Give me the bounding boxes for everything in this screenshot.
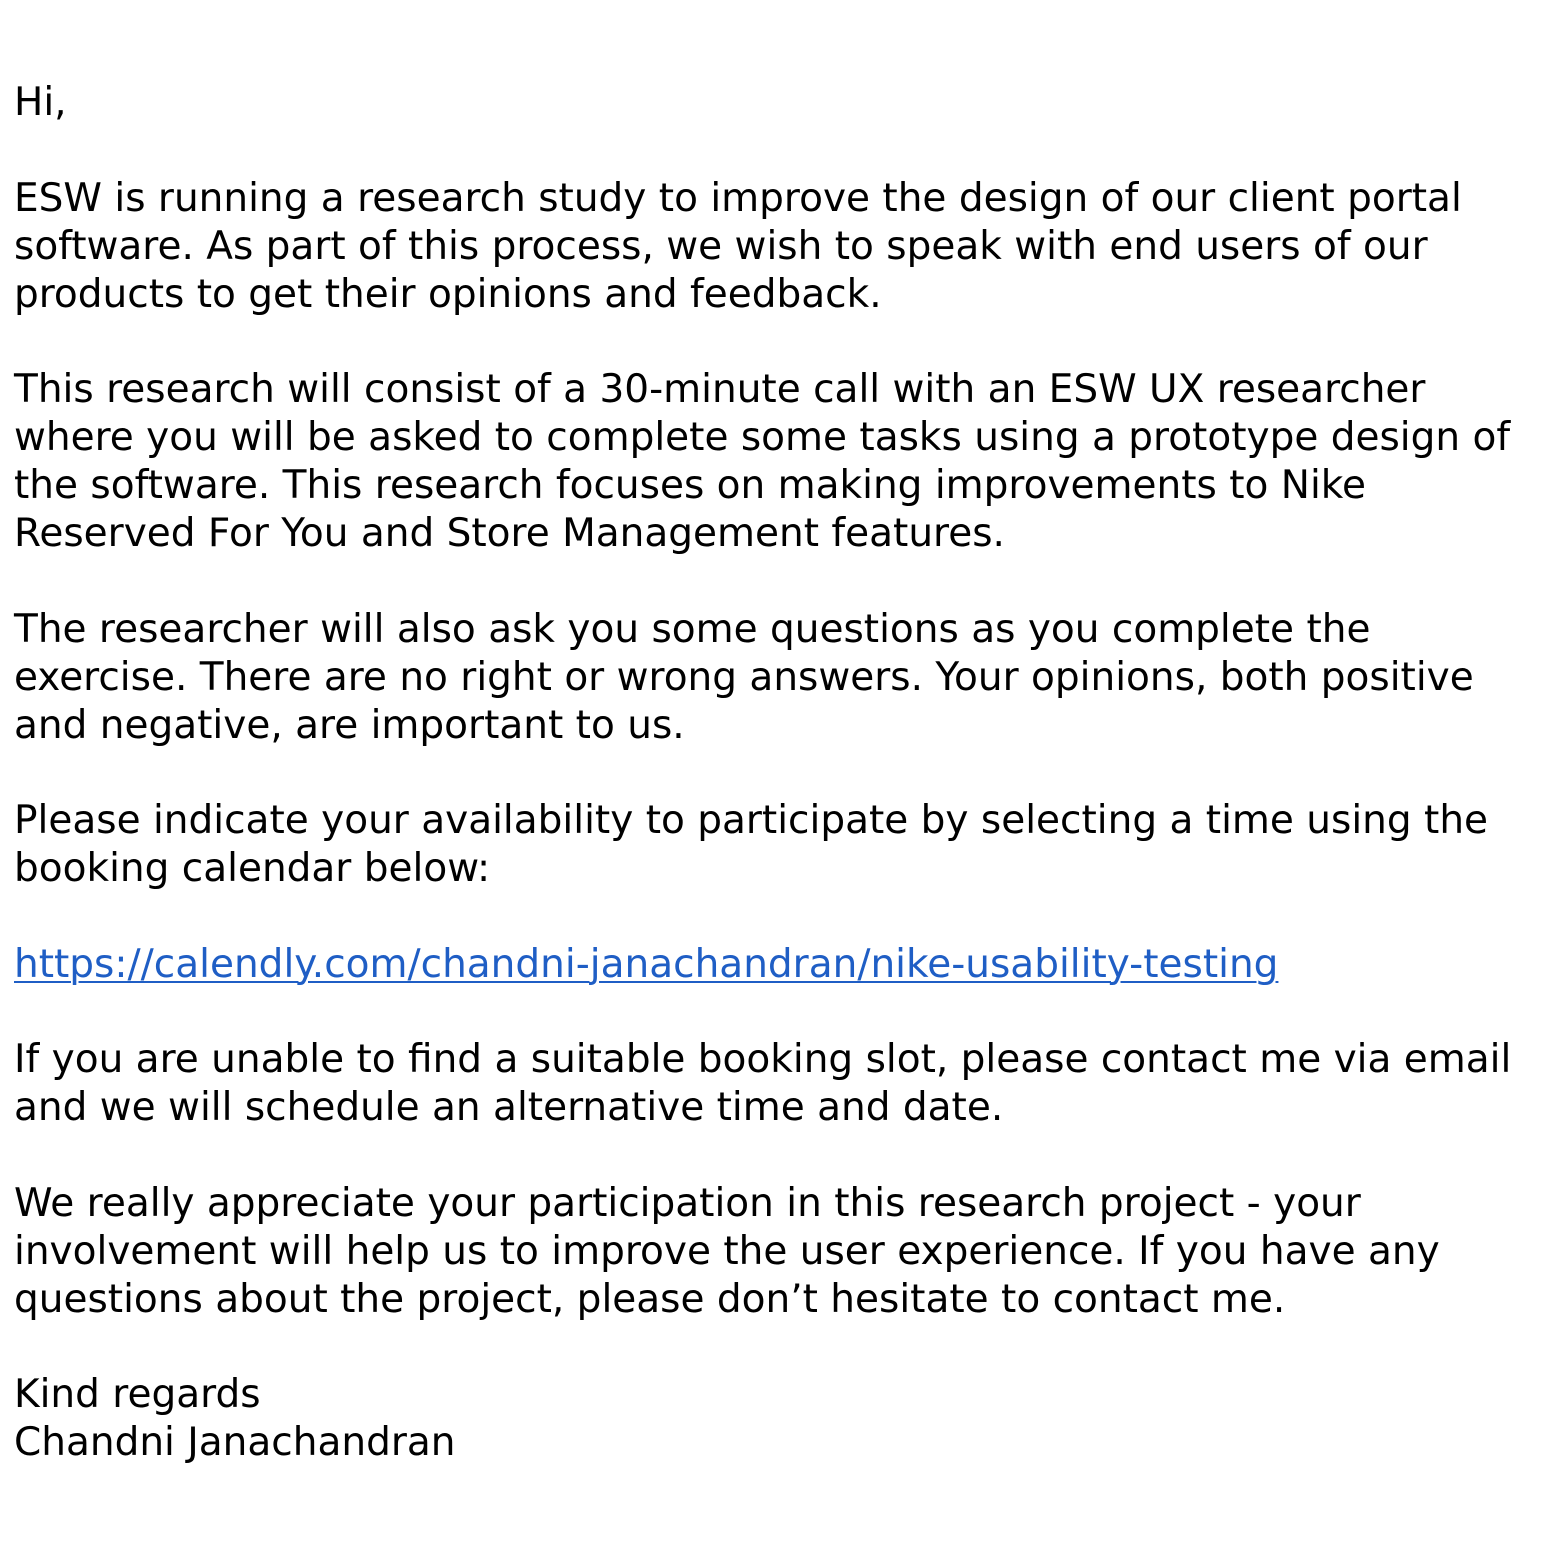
signoff bbox=[14, 1371, 1544, 1467]
signoff-text: Kind regards bbox=[14, 1372, 261, 1417]
booking-link-paragraph bbox=[14, 941, 1544, 989]
sender-name: Chandni Janachandran bbox=[14, 1420, 456, 1465]
intro-paragraph: ESW is running a research study to improve the design of our client portal software. As part of this process, we wish to speak with end users of our products to get their opinions and feedback. bbox=[14, 175, 1462, 317]
email-body bbox=[14, 79, 1544, 1467]
research-details-paragraph: This research will consist of a 30-minute call with an ESW UX researcher where you will be asked to complete some tasks using a prototype design of the software. This research focuses on making improvements to Nike Reserved For You and Store Management features. bbox=[14, 367, 1511, 556]
contact-paragraph: If you are unable to find a suitable booking slot, please contact me via email and we will schedule an alternative time and date. bbox=[14, 1037, 1512, 1130]
availability-paragraph: Please indicate your availability to participate by selecting a time using the booking calendar below: bbox=[14, 798, 1489, 891]
greeting: Hi, bbox=[14, 80, 67, 125]
questions-paragraph: The researcher will also ask you some questions as you complete the exercise. There are no right or wrong answers. Your opinions, both positive and negative, are important to us. bbox=[14, 606, 1474, 748]
booking-calendar-link[interactable]: https://calendly.com/chandni-janachandran/nike-usability-testing bbox=[14, 941, 1279, 987]
appreciation-paragraph: We really appreciate your participation in this research project - your involvement will help us to improve the user experience. If you have any questions about the project, please don’t hesitate to contact me. bbox=[14, 1180, 1440, 1322]
